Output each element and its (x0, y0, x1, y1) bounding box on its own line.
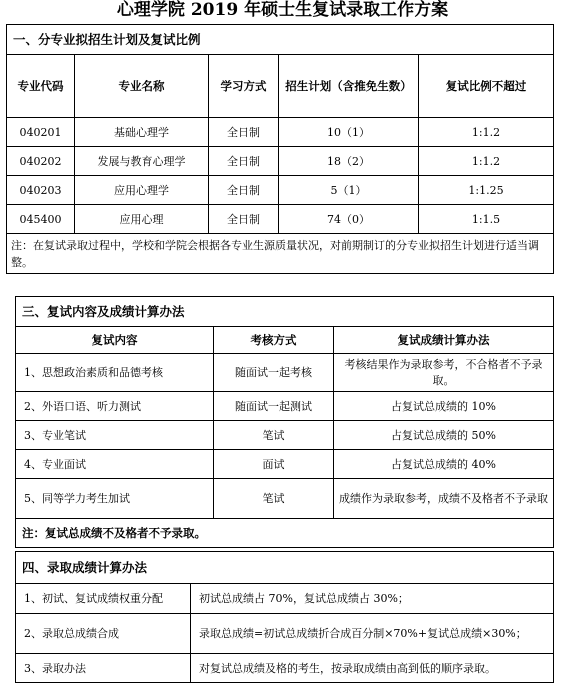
table-row (16, 421, 554, 450)
table-row (7, 118, 554, 147)
major-code-cell: 040202 (7, 147, 75, 176)
header-retest-ratio: 复试比例不超过 (419, 55, 554, 118)
table-row (16, 392, 554, 421)
retest-ratio-cell: 1:1.2 (419, 118, 554, 147)
table-row (16, 614, 554, 654)
table-row (16, 354, 554, 392)
assessment-method-cell: 笔试 (214, 421, 334, 450)
score-calculation-cell: 占复试总成绩的 40% (334, 450, 554, 479)
table-row (16, 584, 554, 614)
admission-item-cell: 3、录取办法 (16, 654, 191, 683)
document-title: 心理学院 2019 年硕士生复试录取工作方案 (116, 0, 449, 20)
major-code-cell: 040201 (7, 118, 75, 147)
admission-item-cell: 2、录取总成绩合成 (16, 614, 191, 654)
study-mode-cell: 全日制 (209, 176, 279, 205)
retest-content-table (15, 296, 554, 548)
table-row (7, 147, 554, 176)
admission-rule-cell: 录取总成绩=初试总成绩折合成百分制×70%+复试总成绩×30%； (191, 614, 554, 654)
enrollment-plan-cell: 18（2） (279, 147, 419, 176)
retest-item-cell: 3、专业笔试 (16, 421, 214, 450)
retest-item-cell: 5、同等学力考生加试 (16, 479, 214, 519)
assessment-method-cell: 随面试一起考核 (214, 354, 334, 392)
major-code-cell: 045400 (7, 205, 75, 234)
study-mode-cell: 全日制 (209, 205, 279, 234)
section-1-note: 注：在复试录取过程中，学校和学院会根据各专业生源质量状况，对前期制订的分专业拟招生计划进行适当调整。 (7, 234, 554, 274)
table-row (16, 479, 554, 519)
admission-rule-cell: 初试总成绩占 70%，复试总成绩占 30%； (191, 584, 554, 614)
study-mode-cell: 全日制 (209, 147, 279, 176)
score-calculation-cell: 占复试总成绩的 50% (334, 421, 554, 450)
assessment-method-cell: 面试 (214, 450, 334, 479)
section-1-heading: 一、分专业拟招生计划及复试比例 (7, 25, 554, 55)
header-major-name: 专业名称 (75, 55, 209, 118)
study-mode-cell: 全日制 (209, 118, 279, 147)
enrollment-plan-cell: 74（0） (279, 205, 419, 234)
table-row (16, 654, 554, 683)
retest-ratio-cell: 1:1.25 (419, 176, 554, 205)
major-code-cell: 040203 (7, 176, 75, 205)
header-assessment-method: 考核方式 (214, 327, 334, 354)
section-4-heading: 四、录取成绩计算办法 (16, 552, 554, 584)
major-name-cell: 应用心理 (75, 205, 209, 234)
assessment-method-cell: 随面试一起测试 (214, 392, 334, 421)
header-major-code: 专业代码 (7, 55, 75, 118)
major-name-cell: 应用心理学 (75, 176, 209, 205)
score-calculation-cell: 占复试总成绩的 10% (334, 392, 554, 421)
table-row (16, 450, 554, 479)
header-study-mode: 学习方式 (209, 55, 279, 118)
retest-ratio-cell: 1:1.2 (419, 147, 554, 176)
header-score-calculation: 复试成绩计算办法 (334, 327, 554, 354)
enrollment-plan-cell: 5（1） (279, 176, 419, 205)
score-calculation-cell: 成绩作为录取参考，成绩不及格者不予录取 (334, 479, 554, 519)
retest-item-cell: 1、思想政治素质和品德考核 (16, 354, 214, 392)
major-name-cell: 发展与教育心理学 (75, 147, 209, 176)
retest-item-cell: 4、专业面试 (16, 450, 214, 479)
major-name-cell: 基础心理学 (75, 118, 209, 147)
header-enrollment-plan: 招生计划（含推免生数） (279, 55, 419, 118)
admission-item-cell: 1、初试、复试成绩权重分配 (16, 584, 191, 614)
assessment-method-cell: 笔试 (214, 479, 334, 519)
score-calculation-cell: 考核结果作为录取参考，不合格者不予录取。 (334, 354, 554, 392)
retest-ratio-cell: 1:1.5 (419, 205, 554, 234)
table-row (7, 205, 554, 234)
enrollment-plan-cell: 10（1） (279, 118, 419, 147)
section-3-note: 注：复试总成绩不及格者不予录取。 (16, 519, 554, 548)
admission-score-table (15, 551, 554, 683)
header-retest-content: 复试内容 (16, 327, 214, 354)
enrollment-plan-table (6, 24, 554, 274)
table-row (7, 176, 554, 205)
admission-rule-cell: 对复试总成绩及格的考生，按录取成绩由高到低的顺序录取。 (191, 654, 554, 683)
retest-item-cell: 2、外语口语、听力测试 (16, 392, 214, 421)
section-3-heading: 三、复试内容及成绩计算办法 (16, 297, 554, 327)
